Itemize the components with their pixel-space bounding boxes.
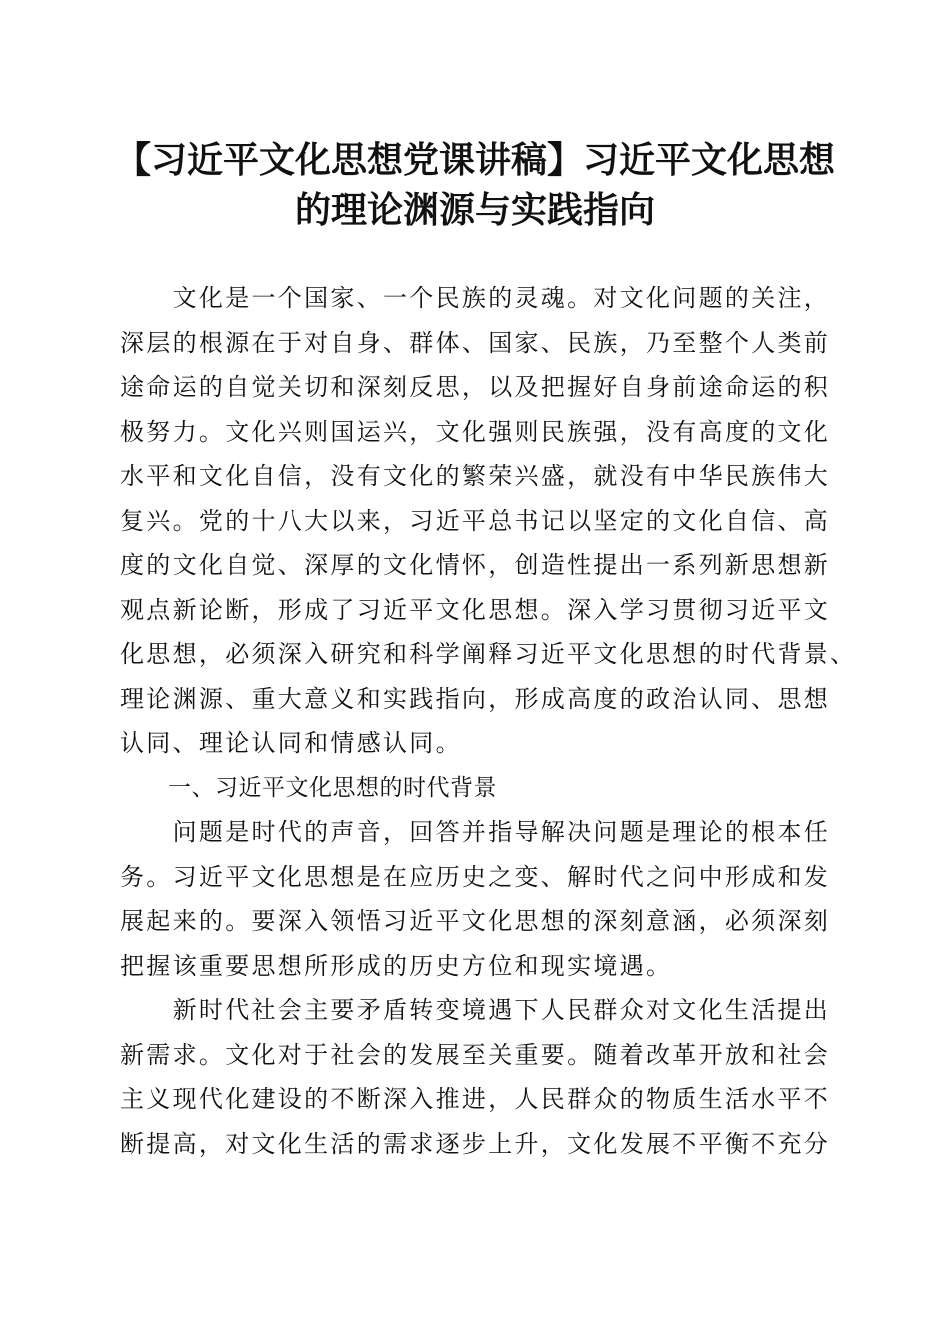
text-line: 展起来的。要深入领悟习近平文化思想的深刻意涵，必须深刻 xyxy=(120,907,831,935)
text-line: 文化是一个国家、一个民族的灵魂。对文化问题的关注， xyxy=(120,284,831,312)
document-body xyxy=(120,276,857,1166)
section-heading: 一、习近平文化思想的时代背景 xyxy=(168,774,497,801)
text-line: 途命运的自觉关切和深刻反思，以及把握好自身前途命运的积 xyxy=(120,373,831,401)
text-line: 新需求。文化对于社会的发展至关重要。随着改革开放和社会 xyxy=(120,1040,831,1069)
text-line: 观点新论断，形成了习近平文化思想。深入学习贯彻习近平文 xyxy=(120,595,831,624)
text-line: 理论渊源、重大意义和实践指向，形成高度的政治认同、思想 xyxy=(120,684,831,713)
section-paragraph-1 xyxy=(120,810,830,988)
text-line: 主义现代化建设的不断深入推进，人民群众的物质生活水平不 xyxy=(120,1085,831,1113)
text-line: 极努力。文化兴则国运兴，文化强则民族强，没有高度的文化 xyxy=(120,417,831,446)
intro-paragraph xyxy=(120,276,857,766)
text-line: 断提高，对文化生活的需求逐步上升，文化发展不平衡不充分 xyxy=(120,1129,831,1158)
text-line: 化思想，必须深入研究和科学阐释习近平文化思想的时代背景、 xyxy=(120,640,857,668)
text-line: 度的文化自觉、深厚的文化情怀，创造性提出一系列新思想新 xyxy=(120,551,831,579)
title-line-2: 的理论渊源与实践指向 xyxy=(294,190,655,231)
document-title xyxy=(100,136,850,236)
text-line: 务。习近平文化思想是在应历史之变、解时代之问中形成和发 xyxy=(120,862,831,891)
text-line: 把握该重要思想所形成的历史方位和现实境遇。 xyxy=(120,951,673,980)
text-line: 问题是时代的声音，回答并指导解决问题是理论的根本任 xyxy=(120,818,831,846)
text-line: 认同、理论认同和情感认同。 xyxy=(120,729,462,757)
title-line-1: 【习近平文化思想党课讲稿】习近平文化思想 xyxy=(114,140,835,181)
text-line: 复兴。党的十八大以来，习近平总书记以坚定的文化自信、高 xyxy=(120,506,831,535)
text-line: 新时代社会主要矛盾转变境遇下人民群众对文化生活提出 xyxy=(120,996,831,1024)
text-line: 深层的根源在于对自身、群体、国家、民族，乃至整个人类前 xyxy=(120,328,831,357)
text-line: 水平和文化自信，没有文化的繁荣兴盛，就没有中华民族伟大 xyxy=(120,462,831,490)
section-paragraph-2 xyxy=(120,988,830,1166)
